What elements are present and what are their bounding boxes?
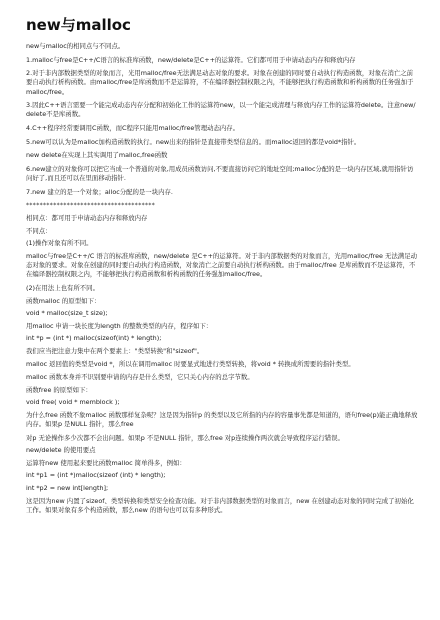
paragraph: 4.C++程序经常要调用C函数，而C程序只能用malloc/free管理动态内存。 xyxy=(26,123,240,132)
paragraph: 5.new可以认为是malloc加构造函数的执行。new出来的指针是直接带类型信息的。而malloc返回的都是void*指针。 xyxy=(26,137,361,146)
paragraph: 6.new建立的对象你可以把它当成一个普通的对象,用成员函数访问,不要直接访问它的地址空间;malloc分配的是一块内存区域,就用指针访问好了,而且还可以在里面移动指针. xyxy=(26,164,414,182)
paragraph: 运算符new 使用起来要比函数malloc 简单得多，例如： xyxy=(26,458,186,467)
code-line: int *p1 = (int *)malloc(sizeof (int) * length); xyxy=(26,471,166,480)
paragraph: new与malloc的相同点与不同点。 xyxy=(26,42,125,50)
paragraph: 7.new 建立的是一个对象；alloc分配的是一块内存. xyxy=(26,187,173,196)
paragraph: malloc 函数本身并不识别要申请的内存是什么类型，它只关心内存的总字节数。 xyxy=(26,373,254,382)
paragraph: 函数free 的原型如下： xyxy=(26,385,92,394)
paragraph: 这是因为new 内置了sizeof、类型转换和类型安全检查功能。对于非内部数据类型的对象而言，new 在创建动态对象的同时完成了初始化工作。如果对象有多个构造函数，那么new 的语句也可以有多种形式。 xyxy=(26,496,414,514)
paragraph: (2)在用法上也有所不同。 xyxy=(26,283,99,292)
page-title: new与malloc xyxy=(26,16,131,34)
code-line: int *p = (int *) malloc(sizeof(int) * length); xyxy=(26,334,162,343)
code-line: void * malloc(size_t size); xyxy=(26,309,108,318)
code-line: int *p2 = new int[length]; xyxy=(26,484,109,493)
paragraph: 1.malloc与free是C++/C语言的标准库函数，new/delete是C++的运算符。它们都可用于申请动态内存和释放内存 xyxy=(26,55,356,64)
paragraph: 相同点：都可用于申请动态内存和释放内存 xyxy=(26,214,148,223)
paragraph: 3.因此C++语言需要一个能完成动态内存分配和初始化工作的运算符new，以一个能完成清理与释放内存工作的运算符delete。注意new/delete不是库函数。 xyxy=(26,101,416,119)
paragraph: 对p 无论操作多少次都不会出问题。如果p 不是NULL 指针，那么free 对p连续操作两次就会导致程序运行错误。 xyxy=(26,433,344,442)
paragraph: new delete在实现上其实调用了malloc,free函数 xyxy=(26,151,168,160)
paragraph: 2.对于非内部数据类型的对象而言，光用malloc/free无法满足动态对象的要求。对象在创建的同时要自动执行构造函数，对象在消亡之前要自动执行析构函数。由malloc/free是库函数而不是运算符，不在编译器控制权限之内，不能够把执行构造函数和析构函数的任务强加于malloc/free。 xyxy=(26,69,414,96)
paragraph: 不同点： xyxy=(26,226,52,235)
paragraph: (1)操作对象有所不同。 xyxy=(26,239,93,248)
paragraph: 为什么free 函数不象malloc 函数那样复杂呢？这是因为指针p 的类型以及它所指的内存的容量事先都是知道的，语句free(p)能正确地释放内存。如果p 是NULL 指针，那么free xyxy=(26,410,418,429)
paragraph: new/delete 的使用要点 xyxy=(26,446,96,455)
paragraph: 我们应当把注意力集中在两个要素上："类型转换"和"sizeof"。 xyxy=(26,346,204,355)
code-line: void free( void * memblock ); xyxy=(26,398,120,407)
paragraph: 函数malloc 的原型如下： xyxy=(26,296,101,305)
paragraph: 用malloc 申请一块长度为length 的整数类型的内存，程序如下： xyxy=(26,321,213,330)
paragraph: malloc 返回值的类型是void *，所以在调用malloc 时要显式地进行类型转换，将void * 转换成所需要的指针类型。 xyxy=(26,359,355,368)
separator-line: ************************************** xyxy=(26,202,156,210)
paragraph: malloc与free是C++/C 语言的标准库函数，new/delete 是C++的运算符。对于非内部数据类的对象而言，光用malloc/free 无法满足动态对象的要求。对象在创建的同时要自动执行构造函数，对象消亡之前要自动执行析构函数。由于malloc/free 是库函数而不是运算符，不在编译器控制权限之内，不能够把执行构造函数和析构函数的任务强加malloc/free。 xyxy=(26,251,417,279)
